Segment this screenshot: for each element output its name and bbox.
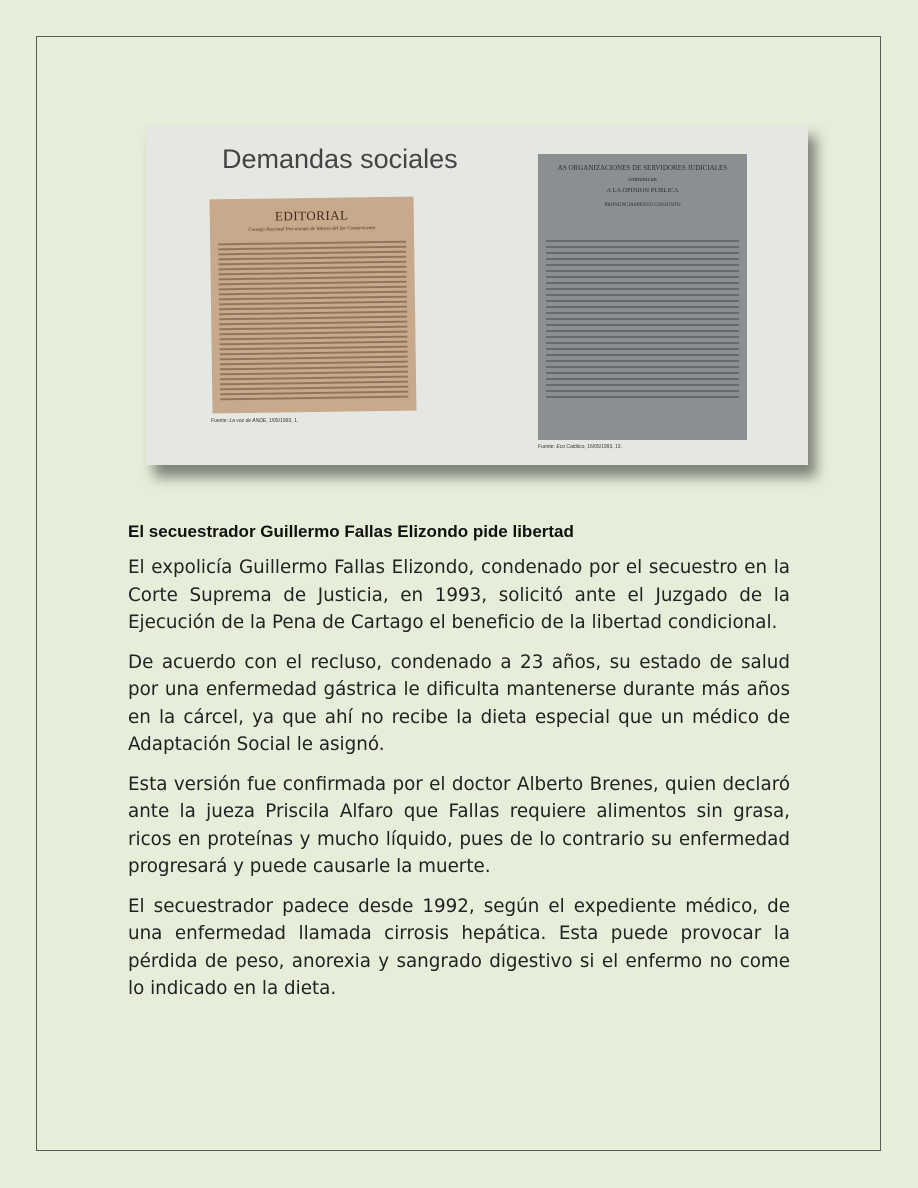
slide-image <box>146 124 808 465</box>
article <box>128 522 790 1015</box>
article-headline: El secuestrador Guillermo Fallas Elizondo pide libertad <box>128 522 574 541</box>
slide-title: Demandas sociales <box>222 144 458 174</box>
article-paragraph-1: El expolicía Guillermo Fallas Elizondo, condenado por el secuestro en la Corte Suprema de Justicia, en 1993, solicitó ante el Juzgado de la Ejecución de la Pena de Cartago el beneficio de la libertad condicional. <box>128 557 790 633</box>
editorial-subheading: Consejo Nacional Pro-rescate de Valores del Ser Costarricense <box>248 226 376 233</box>
communique-line-4: PRONUNCIAMIENTO CONJUNTO <box>604 203 681 208</box>
communique-heading: AS ORGANIZACIONES DE SERVIDORES JUDICIALES <box>557 164 728 172</box>
editorial-text-lines <box>218 241 408 404</box>
article-paragraph-2: De acuerdo con el recluso, condenado a 23 años, su estado de salud por una enfermedad gástrica le dificulta mantenerse durante más años en la cárcel, ya que ahí no recibe la dieta especial que un médico de Adaptación Social le asignó. <box>128 651 790 755</box>
right-caption: Fuente: Eco Católico, 16/05/1993, 13. <box>538 444 622 450</box>
article-paragraph-3: Esta versión fue confirmada por el doctor Alberto Brenes, quien declaró ante la jueza Priscila Alfaro que Fallas requiere alimentos sin grasa, ricos en proteínas y mucho líquido, pues de lo contrario su enfermedad progresará y puede causarle la muerte. <box>128 773 790 877</box>
editorial-heading: EDITORIAL <box>274 207 349 224</box>
left-caption: Fuente: La voz de ANDE, 1/05/1993, 1. <box>211 418 299 424</box>
communique-line-2: comunican <box>628 176 657 183</box>
communique-text-lines <box>546 240 739 402</box>
communique-line-3: A LA OPINION PUBLICA <box>606 187 679 194</box>
article-paragraph-4: El secuestrador padece desde 1992, según el expediente médico, de una enfermedad llamada cirrosis hepática. Esta puede provocar la pérdida de peso, anorexia y sangrado digestivo si el enfermo no come lo indicado en la dieta. <box>128 895 790 999</box>
communique-clipping <box>538 154 747 440</box>
editorial-clipping <box>210 197 417 414</box>
